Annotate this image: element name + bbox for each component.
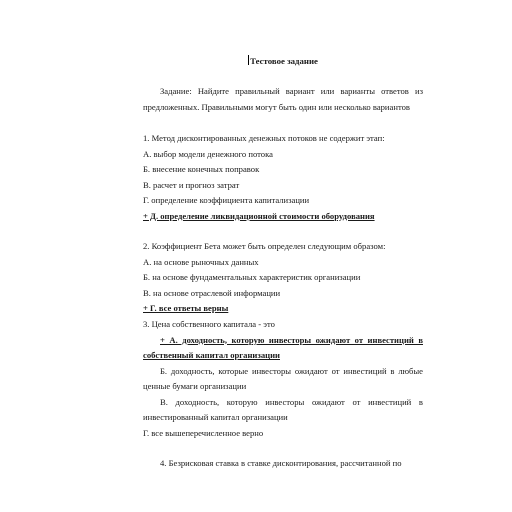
correct-answer: + А. доходность, которую инвесторы ожидают от инвестиций в собственный капитал организации	[143, 334, 423, 360]
correct-answer: + Г. все ответы верны	[143, 303, 229, 313]
answer-option: Б. на основе фундаментальных характеристик организации	[143, 272, 361, 282]
answer-option: А. выбор модели денежного потока	[143, 148, 273, 159]
answer-option: В. расчет и прогноз затрат	[143, 179, 240, 190]
answer-option: Г. определение коэффициента капитализации	[143, 195, 310, 205]
question-text: 4. Безрисковая ставка в ставке дисконтирования, рассчитанной по	[160, 458, 402, 468]
task-instructions: Задание: Найдите правильный вариант или варианты ответов из предложенных. Правильными могут быть один или несколько вариантов	[143, 86, 423, 112]
question-2	[143, 239, 423, 317]
question-text: 1. Метод дисконтированных денежных потоков не содержит этап:	[143, 133, 385, 143]
correct-answer: + Д. определение ликвидационной стоимости оборудования	[143, 210, 375, 221]
answer-option: В. на основе отраслевой информации	[143, 287, 281, 298]
text-cursor	[248, 55, 249, 65]
answer-option: Б. доходность, которые инвесторы ожидают от инвестиций в любые ценные бумаги организации	[143, 365, 423, 391]
answer-option: В. доходность, которую инвесторы ожидают от инвестиций в инвестированный капитал организации	[143, 396, 423, 422]
question-1	[143, 131, 423, 224]
question-text: 2. Коэффициент Бета может быть определен следующим образом:	[143, 241, 386, 251]
answer-option: А. на основе рыночных данных	[143, 256, 259, 267]
question-4	[143, 456, 423, 472]
document-page	[143, 0, 423, 512]
question-3	[143, 317, 423, 441]
answer-option: Б. внесение конечных поправок	[143, 164, 260, 174]
answer-option: Г. все вышеперечисленное верно	[143, 427, 264, 438]
question-text: 3. Цена собственного капитала - это	[143, 319, 275, 329]
document-title: Тестовое задание	[250, 56, 318, 66]
